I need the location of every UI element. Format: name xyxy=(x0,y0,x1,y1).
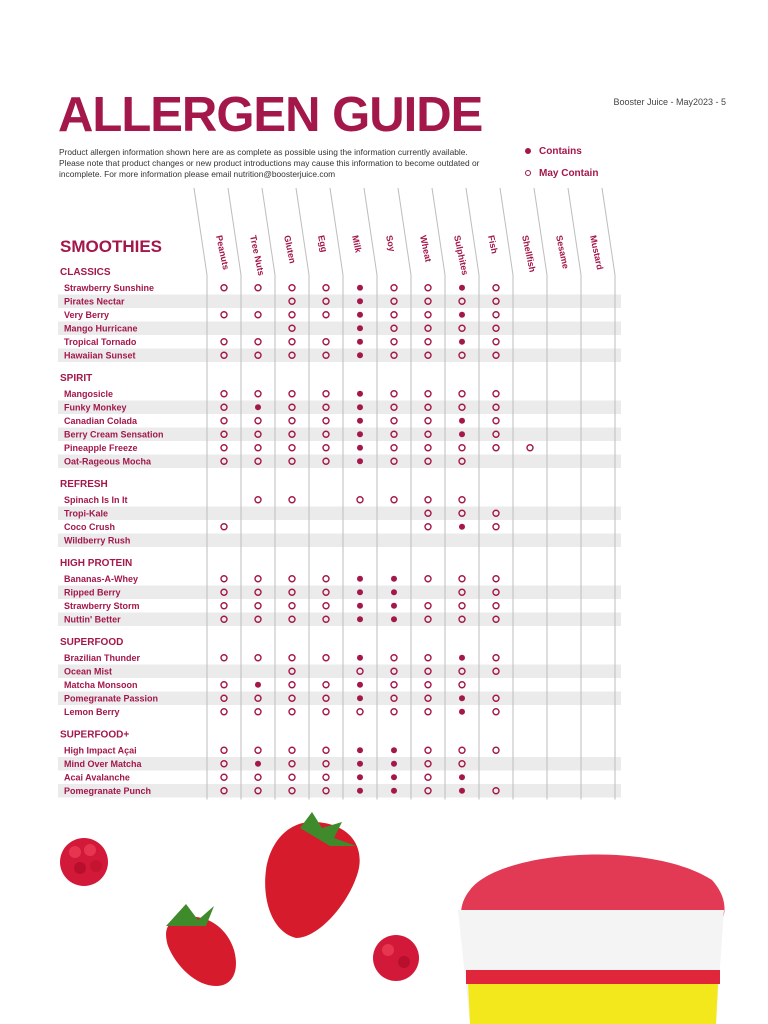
contains-mark xyxy=(357,352,363,358)
strawberry-image xyxy=(265,812,360,938)
may-contain-mark xyxy=(493,655,499,661)
may-contain-mark xyxy=(425,339,431,345)
may-contain-mark xyxy=(255,497,261,503)
allergen-header: Shellfish xyxy=(520,234,538,274)
contains-mark xyxy=(357,285,363,291)
product-name: Wildberry Rush xyxy=(64,535,131,546)
may-contain-mark xyxy=(391,445,397,451)
may-contain-mark xyxy=(357,709,363,715)
contains-mark xyxy=(391,603,397,609)
product-name: Lemon Berry xyxy=(64,707,120,717)
may-contain-mark xyxy=(221,391,227,397)
product-name: Very Berry xyxy=(64,310,110,320)
row-stripe xyxy=(58,665,621,679)
contains-mark xyxy=(357,445,363,451)
raspberry-image xyxy=(373,935,419,981)
may-contain-mark xyxy=(323,312,329,318)
page-title: ALLERGEN GUIDE xyxy=(58,88,483,142)
product-name: Tropi-Kale xyxy=(64,508,109,519)
contains-mark xyxy=(357,655,363,661)
may-contain-mark xyxy=(459,391,465,397)
may-contain-mark xyxy=(493,603,499,609)
row-stripe xyxy=(58,534,621,548)
may-contain-mark xyxy=(493,747,499,753)
may-contain-mark xyxy=(255,576,261,582)
may-contain-mark xyxy=(221,709,227,715)
may-contain-mark xyxy=(323,445,329,451)
group-heading: HIGH PROTEIN xyxy=(60,558,133,569)
may-contain-mark xyxy=(391,391,397,397)
product-name: Pineapple Freeze xyxy=(64,443,138,453)
may-contain-mark xyxy=(493,418,499,424)
may-contain-mark xyxy=(493,524,499,530)
may-contain-mark xyxy=(425,576,431,582)
may-contain-mark xyxy=(357,497,363,503)
product-name: Spinach Is In It xyxy=(64,495,128,505)
product-name: Coco Crush xyxy=(64,522,116,532)
allergen-header: Sulphites xyxy=(452,234,471,277)
allergen-header: Tree Nuts xyxy=(248,234,267,277)
header-divider xyxy=(330,188,343,275)
page-info: Booster Juice - May2023 - 5 xyxy=(613,97,726,107)
allergen-header: Peanuts xyxy=(214,234,232,271)
may-contain-mark xyxy=(255,391,261,397)
may-contain-mark xyxy=(391,339,397,345)
smoothie-cup-image xyxy=(458,855,725,1024)
product-name: Mind Over Matcha xyxy=(64,759,142,769)
may-contain-mark xyxy=(255,655,261,661)
allergen-header: Sesame xyxy=(554,234,571,270)
may-contain-mark xyxy=(289,682,295,688)
intro-line: incomplete. For more information please email nutrition@boosterjuice.com xyxy=(59,168,336,179)
contains-mark xyxy=(357,404,363,410)
row-stripe xyxy=(58,401,621,415)
product-name: Matcha Monsoon xyxy=(64,680,138,690)
contains-mark xyxy=(357,458,363,464)
may-contain-mark xyxy=(289,285,295,291)
row-stripe xyxy=(58,613,621,627)
header-divider xyxy=(364,188,377,275)
product-name: Acai Avalanche xyxy=(64,772,130,783)
may-contain-mark xyxy=(391,655,397,661)
may-contain-mark xyxy=(493,576,499,582)
contains-mark xyxy=(459,774,465,780)
may-contain-mark xyxy=(289,774,295,780)
product-name: Tropical Tornado xyxy=(64,337,137,347)
may-contain-mark xyxy=(221,655,227,661)
may-contain-mark xyxy=(323,709,329,715)
may-contain-mark xyxy=(391,418,397,424)
contains-mark xyxy=(391,774,397,780)
contains-mark xyxy=(391,761,397,767)
contains-mark xyxy=(357,418,363,424)
may-contain-mark xyxy=(493,285,499,291)
allergen-header: Wheat xyxy=(418,234,434,263)
row-stripe xyxy=(58,295,621,309)
may-contain-mark xyxy=(425,445,431,451)
may-contain-mark xyxy=(425,391,431,397)
may-contain-mark xyxy=(255,709,261,715)
may-contain-mark xyxy=(459,497,465,503)
may-contain-mark xyxy=(289,339,295,345)
product-name: Oat-Rageous Mocha xyxy=(64,456,152,467)
contains-mark xyxy=(459,431,465,437)
contains-mark xyxy=(459,655,465,661)
contains-mark xyxy=(357,589,363,595)
product-name: Strawberry Sunshine xyxy=(64,283,155,293)
product-name: Hawaiian Sunset xyxy=(64,350,136,361)
contains-mark xyxy=(357,761,363,767)
may-contain-mark xyxy=(289,576,295,582)
may-contain-mark xyxy=(289,709,295,715)
may-contain-mark xyxy=(391,497,397,503)
may-contain-mark xyxy=(289,655,295,661)
may-contain-mark xyxy=(323,418,329,424)
row-stripe xyxy=(58,349,621,363)
may-contain-mark xyxy=(323,774,329,780)
may-contain-mark xyxy=(459,576,465,582)
contains-mark xyxy=(357,298,363,304)
product-name: Funky Monkey xyxy=(64,402,127,413)
product-name: Ripped Berry xyxy=(64,587,121,598)
may-contain-mark xyxy=(221,747,227,753)
header-divider xyxy=(194,188,207,275)
may-contain-mark xyxy=(391,709,397,715)
raspberry-image xyxy=(60,838,108,886)
contains-mark xyxy=(459,285,465,291)
product-name: Ocean Mist xyxy=(64,666,113,677)
contains-mark xyxy=(357,576,363,582)
may-contain-mark xyxy=(493,391,499,397)
may-contain-mark xyxy=(221,285,227,291)
product-name: Brazilian Thunder xyxy=(64,653,141,663)
may-contain-mark xyxy=(323,655,329,661)
allergen-header: Soy xyxy=(384,234,398,253)
may-contain-mark xyxy=(493,445,499,451)
may-contain-mark xyxy=(493,339,499,345)
strawberry-image xyxy=(166,904,236,986)
row-stripe xyxy=(58,507,621,521)
may-contain-mark xyxy=(221,576,227,582)
may-contain-mark xyxy=(221,339,227,345)
contains-mark xyxy=(255,761,261,767)
may-contain-mark xyxy=(493,312,499,318)
may-contain-mark xyxy=(255,285,261,291)
contains-mark xyxy=(357,431,363,437)
may-contain-mark xyxy=(289,445,295,451)
may-contain-mark xyxy=(425,774,431,780)
group-heading: CLASSICS xyxy=(60,267,111,278)
group-heading: SUPERFOOD+ xyxy=(60,729,130,741)
may-contain-mark xyxy=(493,709,499,715)
may-contain-mark xyxy=(221,312,227,318)
intro-line: Product allergen information shown here are as complete as possible using the information currently available. xyxy=(59,147,468,157)
section-title: SMOOTHIES xyxy=(60,237,163,256)
contains-mark xyxy=(357,391,363,397)
product-name: Mangosicle xyxy=(64,389,114,399)
may-contain-mark xyxy=(323,682,329,688)
may-contain-mark xyxy=(459,445,465,451)
contains-mark xyxy=(391,747,397,753)
may-contain-mark xyxy=(459,682,465,688)
may-contain-mark xyxy=(255,774,261,780)
may-contain-mark xyxy=(323,747,329,753)
contains-mark xyxy=(357,312,363,318)
allergen-header: Egg xyxy=(316,234,330,254)
group-heading: REFRESH xyxy=(60,479,108,490)
header-divider xyxy=(398,188,411,275)
may-contain-mark xyxy=(425,418,431,424)
contains-mark xyxy=(357,788,363,794)
allergen-header: Mustard xyxy=(588,234,606,271)
may-contain-mark xyxy=(221,774,227,780)
product-name: Berry Cream Sensation xyxy=(64,429,164,440)
product-name: Bananas-A-Whey xyxy=(64,574,139,584)
may-contain-mark xyxy=(425,524,431,530)
may-contain-mark xyxy=(289,391,295,397)
allergen-header: Gluten xyxy=(282,234,298,265)
contains-mark xyxy=(357,616,363,622)
may-contain-mark xyxy=(221,682,227,688)
may-contain-mark xyxy=(323,339,329,345)
contains-mark xyxy=(357,747,363,753)
may-contain-mark xyxy=(425,497,431,503)
may-contain-mark xyxy=(289,418,295,424)
contains-mark xyxy=(391,788,397,794)
header-divider xyxy=(500,188,513,275)
may-contain-mark xyxy=(289,312,295,318)
may-contain-mark xyxy=(459,603,465,609)
product-name: Canadian Colada xyxy=(64,416,138,426)
product-name: Pirates Nectar xyxy=(64,296,125,307)
contains-mark xyxy=(459,339,465,345)
may-contain-mark xyxy=(255,339,261,345)
product-name: Mango Hurricane xyxy=(64,323,138,334)
may-contain-mark xyxy=(323,603,329,609)
contains-mark xyxy=(459,418,465,424)
contains-mark xyxy=(459,709,465,715)
may-contain-mark xyxy=(289,603,295,609)
may-contain-mark xyxy=(425,603,431,609)
may-contain-mark xyxy=(459,747,465,753)
contains-mark xyxy=(357,695,363,701)
contains-mark xyxy=(357,603,363,609)
header-divider xyxy=(432,188,445,275)
contains-mark xyxy=(357,682,363,688)
contains-mark xyxy=(357,325,363,331)
contains-mark xyxy=(391,589,397,595)
may-contain-mark xyxy=(391,682,397,688)
may-contain-mark xyxy=(255,312,261,318)
product-name: High Impact Açai xyxy=(64,745,137,756)
group-heading: SPIRIT xyxy=(60,373,93,384)
may-contain-mark xyxy=(221,418,227,424)
contains-mark xyxy=(255,404,261,410)
contains-mark xyxy=(459,312,465,318)
may-contain-mark xyxy=(425,312,431,318)
may-contain-mark xyxy=(323,576,329,582)
product-name: Nuttin' Better xyxy=(64,614,121,625)
may-contain-mark xyxy=(391,312,397,318)
may-contain-mark xyxy=(255,418,261,424)
contains-mark xyxy=(459,788,465,794)
product-name: Pomegranate Passion xyxy=(64,693,159,704)
contains-mark xyxy=(391,576,397,582)
may-contain-mark xyxy=(289,747,295,753)
contains-mark xyxy=(459,695,465,701)
allergen-header: Milk xyxy=(350,234,364,254)
allergen-header: Fish xyxy=(486,234,500,255)
contains-mark xyxy=(357,339,363,345)
row-stripe xyxy=(58,586,621,600)
may-contain-mark xyxy=(527,445,533,451)
may-contain-mark xyxy=(425,709,431,715)
may-contain-mark xyxy=(323,285,329,291)
may-contain-mark xyxy=(425,682,431,688)
may-contain-mark xyxy=(289,497,295,503)
may-contain-mark xyxy=(255,603,261,609)
intro-line: Please note that product changes or new product introductions may cause this information to become outdated or xyxy=(59,157,480,168)
contains-mark xyxy=(357,774,363,780)
may-contain-mark xyxy=(425,285,431,291)
legend-may-contain-label: May Contain xyxy=(539,167,599,179)
product-name: Pomegranate Punch xyxy=(64,786,152,796)
group-heading: SUPERFOOD xyxy=(60,637,124,648)
may-contain-mark xyxy=(425,655,431,661)
row-stripe xyxy=(58,322,621,336)
contains-mark xyxy=(255,682,261,688)
product-name: Strawberry Storm xyxy=(64,601,140,611)
contains-mark xyxy=(459,524,465,530)
contains-mark xyxy=(391,616,397,622)
may-contain-mark xyxy=(323,391,329,397)
may-contain-mark xyxy=(221,445,227,451)
fruit-illustration xyxy=(0,800,768,1024)
may-contain-mark xyxy=(255,747,261,753)
may-contain-mark xyxy=(255,445,261,451)
may-contain-mark xyxy=(391,285,397,291)
legend-contains-label: Contains xyxy=(539,145,582,157)
row-stripe xyxy=(58,757,621,771)
may-contain-mark xyxy=(221,524,227,530)
may-contain-mark xyxy=(425,747,431,753)
may-contain-mark xyxy=(221,603,227,609)
